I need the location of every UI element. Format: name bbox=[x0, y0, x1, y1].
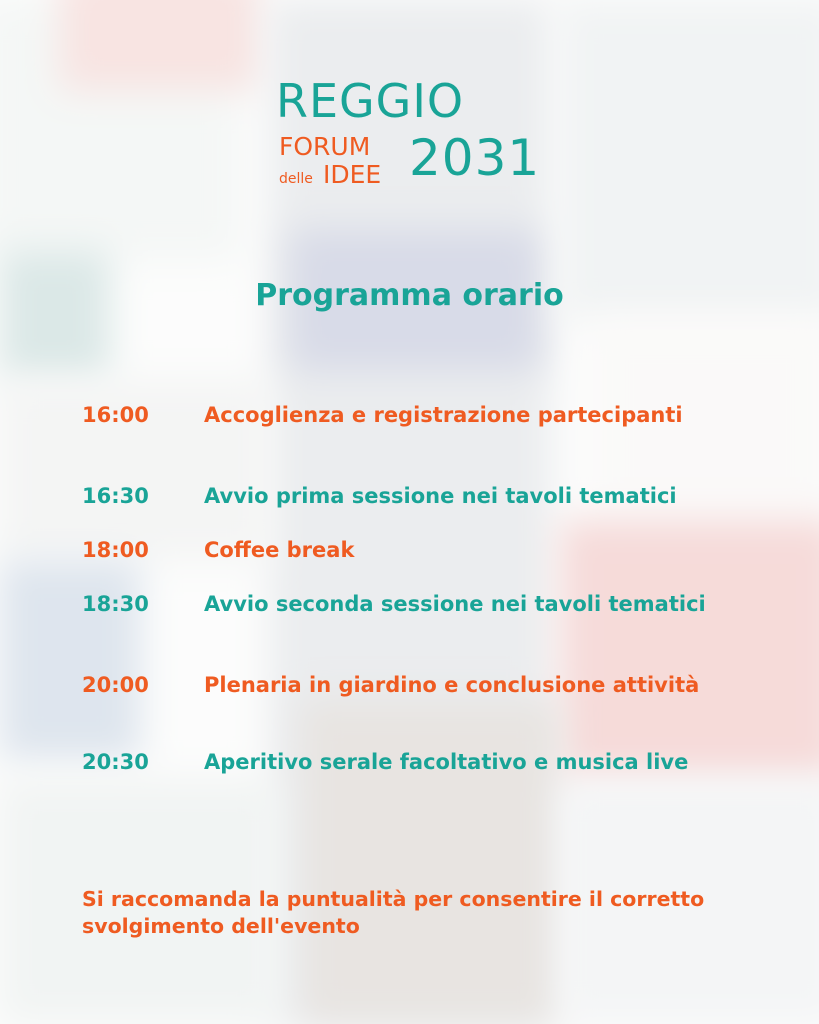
logo-reggio-text: REGGIO bbox=[276, 74, 465, 128]
schedule-description: Avvio prima sessione nei tavoli tematici bbox=[204, 484, 677, 508]
schedule-time: 16:30 bbox=[82, 484, 149, 508]
page-title: Programma orario bbox=[255, 278, 564, 313]
logo-year-text: 2031 bbox=[409, 129, 541, 187]
reggio-2031-logo bbox=[276, 74, 546, 203]
schedule-time: 20:30 bbox=[82, 750, 149, 774]
logo-delle-text: delle bbox=[279, 171, 313, 187]
schedule-time: 20:00 bbox=[82, 673, 149, 697]
schedule-description: Aperitivo serale facoltativo e musica live bbox=[204, 750, 689, 774]
schedule-time: 18:00 bbox=[82, 538, 149, 562]
schedule-description: Accoglienza e registrazione partecipanti bbox=[204, 403, 683, 427]
schedule-time: 18:30 bbox=[82, 592, 149, 616]
schedule-description: Plenaria in giardino e conclusione attività bbox=[204, 673, 700, 697]
schedule-time: 16:00 bbox=[82, 403, 149, 427]
logo-idee-text: IDEE bbox=[323, 160, 382, 189]
schedule-description: Avvio seconda sessione nei tavoli tematici bbox=[204, 592, 706, 616]
logo-forum-text: FORUM bbox=[279, 132, 371, 161]
punctuality-note: Si raccomanda la puntualità per consentire il corretto svolgimento dell'evento bbox=[82, 887, 705, 938]
schedule-description: Coffee break bbox=[204, 538, 355, 562]
